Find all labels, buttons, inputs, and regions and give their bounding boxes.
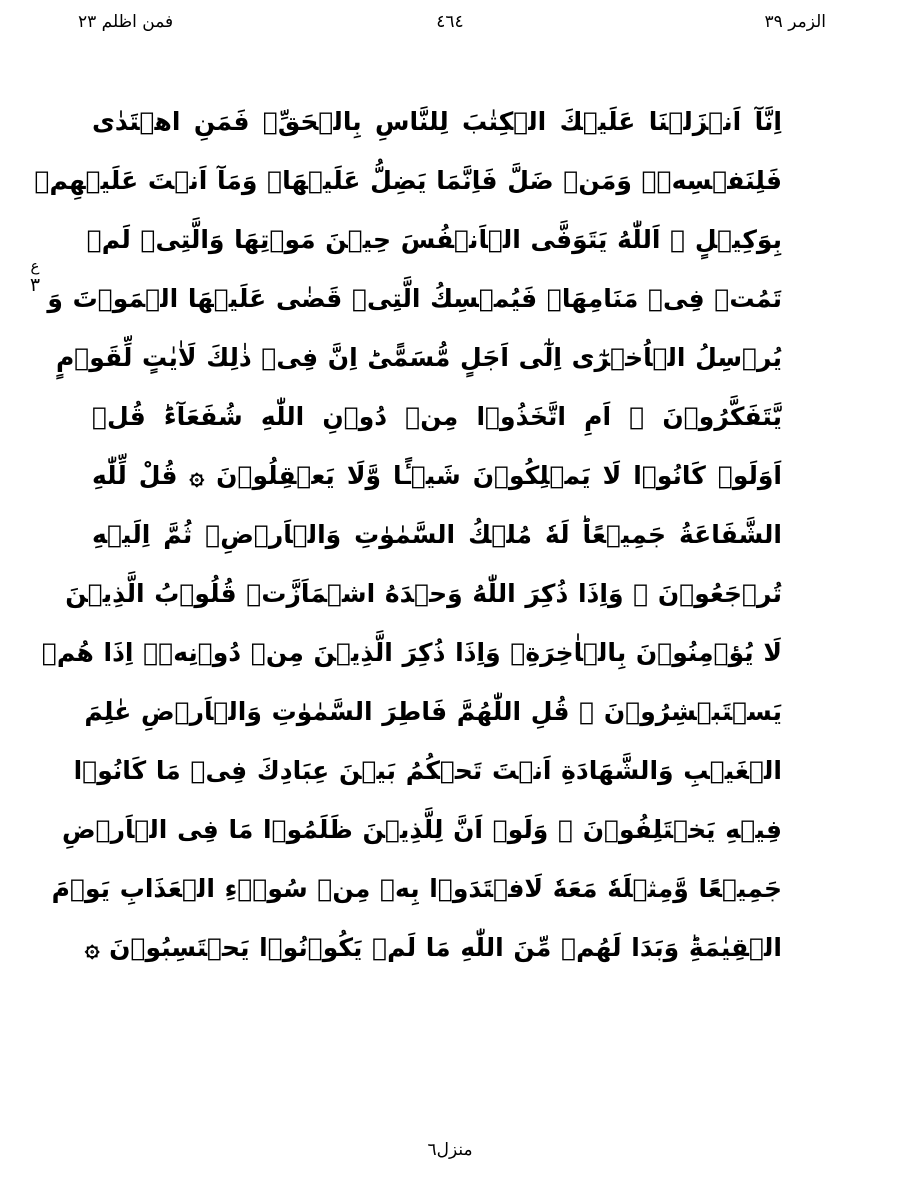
ayah-line: يَسۡتَبۡشِرُوۡنَ ۞ قُلِ اللّٰهُمَّ فَاطِرَ السَّمٰوٰتِ وَالۡاَرۡضِ عٰلِمَ <box>84 697 782 726</box>
ayah-line: جَمِيۡعًا وَّمِثۡلَهٗ مَعَهٗ لَافۡتَدَوۡا بِهٖ مِنۡ سُوۡۤءِ الۡعَذَابِ يَوۡمَ <box>51 874 782 903</box>
ayah-line: يُرۡسِلُ الۡاُخۡرٰٓى اِلٰٓى اَجَلٍ مُّسَمًّى​ؕ اِنَّ فِىۡ ذٰلِكَ لَاٰيٰتٍ لِّقَوۡمٍ <box>55 343 782 372</box>
sura-name: الزمر <box>788 12 826 32</box>
ayah-line: اَوَلَوۡ كَانُوۡا لَا يَمۡلِكُوۡنَ شَيۡـًٔا وَّلَا يَعۡقِلُوۡنَ ۞ قُلْ لِّلّٰهِ <box>92 461 782 490</box>
ayah-line: فِيۡهِ يَخۡتَلِفُوۡنَ ۞ وَلَوۡ اَنَّ لِلَّذِيۡنَ ظَلَمُوۡا مَا فِى الۡاَرۡضِ <box>62 815 782 844</box>
manzil-label: منزل٦ <box>427 1140 473 1160</box>
ayah-line: يَّتَفَكَّرُوۡنَ ۞ اَمِ اتَّخَذُوۡا مِنۡ دُوۡنِ اللّٰهِ شُفَعَآءَ​ؕ قُلۡ <box>92 402 782 431</box>
ruku-marker <box>18 258 52 297</box>
juz-label: فمن اظلم <box>101 12 174 32</box>
ruku-marker-bottom: ٣ <box>29 274 41 297</box>
ayah-line: الۡقِيٰمَةِ​ؕ وَبَدَا لَهُمۡ مِّنَ اللّٰهِ مَا لَمۡ يَكُوۡنُوۡا يَحۡتَسِبُوۡنَ ۞ <box>84 933 782 962</box>
ayah-line: الشَّفَاعَةُ جَمِيۡعًا​ؕ لَهٗ مُلۡكُ السَّمٰوٰتِ وَالۡاَرۡضِ​ۚ ثُمَّ اِلَيۡهِ <box>92 520 782 549</box>
ayah-line-list <box>34 92 782 977</box>
juz-heading <box>78 14 173 31</box>
ayah-line: اِنَّآ اَنۡزَلۡنَا عَلَيۡكَ الۡكِتٰبَ لِلنَّاسِ بِالۡحَقِّ​ۚ فَمَنِ اهۡتَدٰى <box>92 107 782 136</box>
page-number: ٤٦٤ <box>436 12 464 32</box>
juz-number: ٢٣ <box>78 12 97 32</box>
ayah-line: لَا يُؤۡمِنُوۡنَ بِالۡاٰخِرَةِ​ۚ وَاِذَا ذُكِرَ الَّذِيۡنَ مِنۡ دُوۡنِهٖۤ اِذَا هُمۡ <box>41 638 782 667</box>
page-header <box>0 0 900 52</box>
ayah-line: الۡغَيۡبِ وَالشَّهَادَةِ اَنۡتَ تَحۡكُمُ بَيۡنَ عِبَادِكَ فِىۡ مَا كَانُوۡا <box>73 756 782 785</box>
sura-number: ٣٩ <box>764 12 783 32</box>
page-footer <box>0 1140 900 1200</box>
sura-heading <box>765 14 826 31</box>
ayah-line: تُرۡجَعُوۡنَ ۞ وَاِذَا ذُكِرَ اللّٰهُ وَحۡدَهُ اشۡمَاَزَّتۡ قُلُوۡبُ الَّذِيۡنَ <box>65 579 782 608</box>
ruku-marker-top: ع <box>30 257 40 275</box>
ayah-line: تَمُتۡ فِىۡ مَنَامِهَا​ۚ فَيُمۡسِكُ الَّتِىۡ قَضٰى عَلَيۡهَا الۡمَوۡتَ وَ <box>47 284 782 313</box>
ayah-line: بِوَكِيۡلٍ ۞ اَللّٰهُ يَتَوَفَّى الۡاَنۡفُسَ حِيۡنَ مَوۡتِهَا وَالَّتِىۡ لَمۡ <box>86 225 782 254</box>
quran-text-block <box>0 52 900 1140</box>
ayah-line: فَلِنَفۡسِهٖ​ۚ وَمَنۡ ضَلَّ فَاِنَّمَا يَضِلُّ عَلَيۡهَا​ۚ وَمَآ اَنۡتَ عَلَيۡهِمۡ <box>34 166 782 195</box>
